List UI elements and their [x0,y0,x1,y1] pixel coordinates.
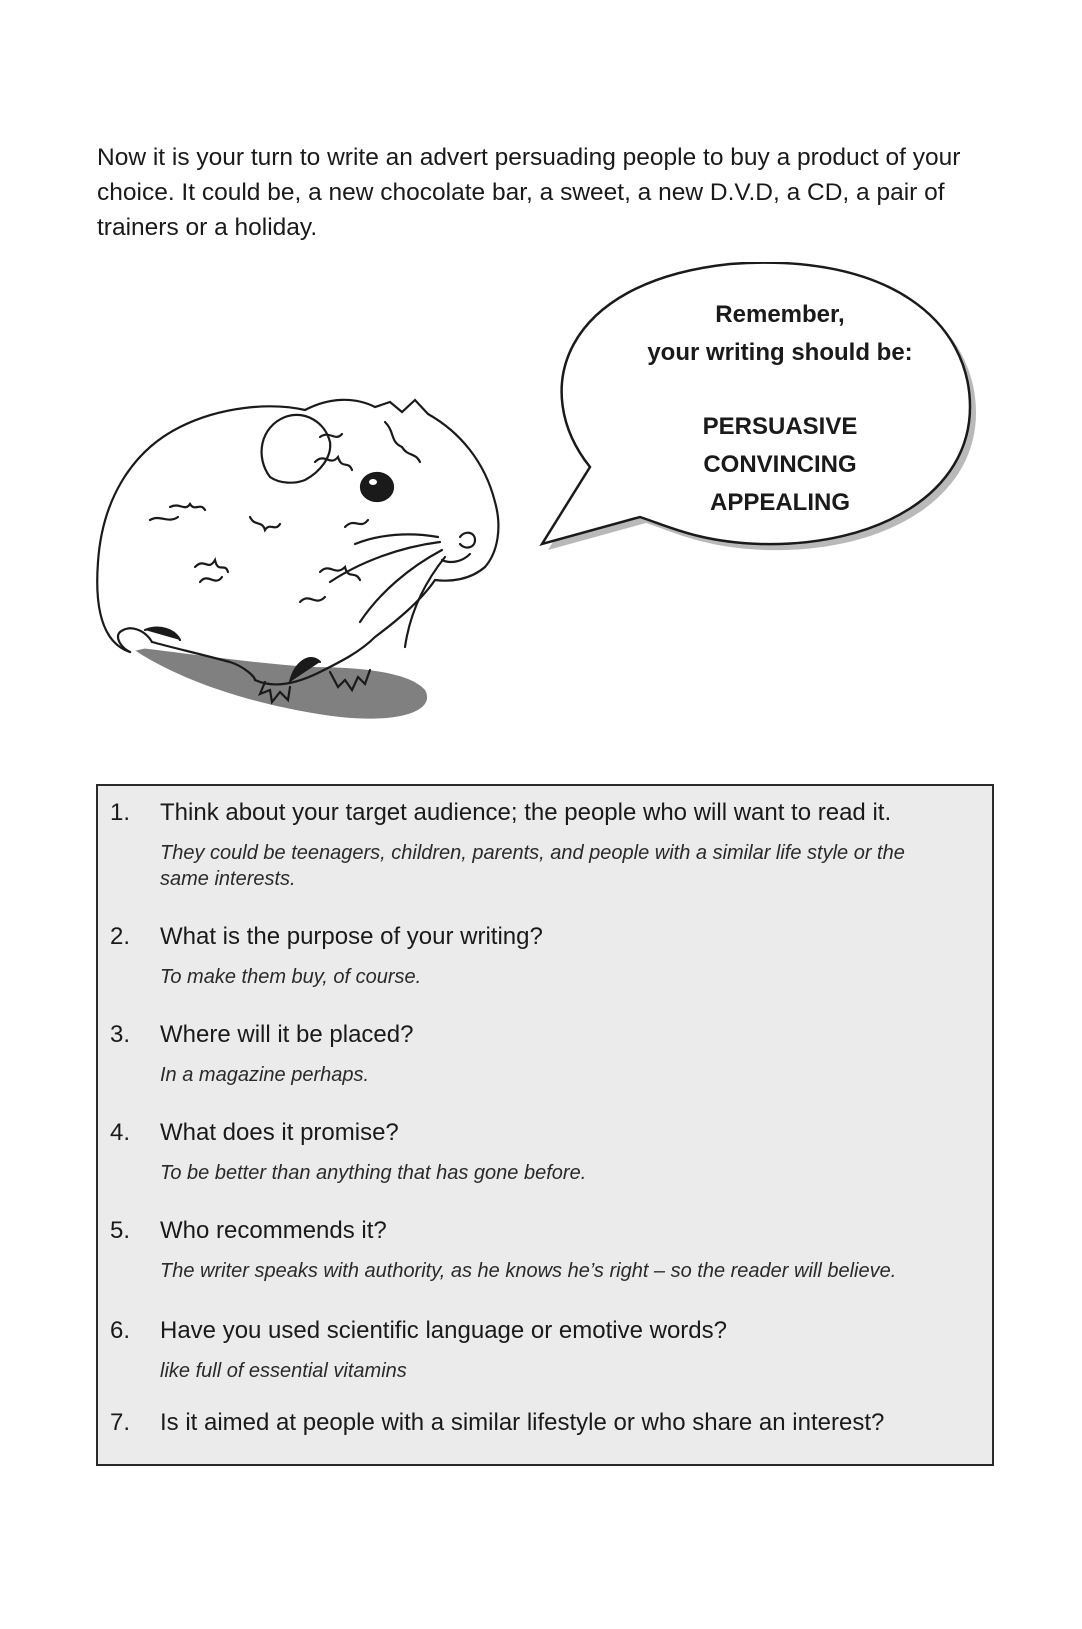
tip-number: 3. [110,1021,131,1048]
quality-persuasive: PERSUASIVE [702,413,858,440]
tip-number: 2. [110,923,131,950]
tip-note: like full of essential vitamins [160,1360,407,1382]
bubble-line-remember: Remember, [715,301,845,328]
bubble-qualities [580,408,980,522]
tip-question: Who recommends it? [160,1217,387,1244]
tip-number: 6. [110,1317,131,1344]
tip-question: Have you used scientific language or emotive words? [160,1317,727,1344]
tip-question: Think about your target audience; the people who will want to read it. [160,799,892,826]
tip-note: They could be teenagers, children, parents, and people with a similar life style or the same interests. [160,842,905,890]
bubble-heading [580,296,980,372]
guinea-pig [97,400,498,719]
tip-question: Is it aimed at people with a similar lifestyle or who share an interest? [160,1409,885,1436]
tip-number: 5. [110,1217,131,1244]
tip-note: To make them buy, of course. [160,966,422,988]
tip-note: The writer speaks with authority, as he knows he’s right – so the reader will believe. [160,1260,897,1282]
quality-appealing: APPEALING [709,489,850,516]
tip-number: 7. [110,1409,131,1436]
tip-number: 4. [110,1119,131,1146]
tips-box [96,784,994,1466]
tip-note: To be better than anything that has gone before. [160,1162,587,1184]
tip-number: 1. [110,799,131,826]
tip-question: What does it promise? [160,1119,399,1146]
quality-convincing: CONVINCING [703,451,857,478]
tip-question: Where will it be placed? [160,1021,414,1048]
intro-paragraph: Now it is your turn to write an advert persuading people to buy a product of your choice. It could be, a new chocolate bar, a sweet, a new D.V.D, a CD, a pair of trainers or a holiday. [97,144,961,241]
tip-question: What is the purpose of your writing? [160,923,543,950]
bubble-line-writing: your writing should be: [647,339,913,366]
tip-note: In a magazine perhaps. [160,1064,370,1086]
